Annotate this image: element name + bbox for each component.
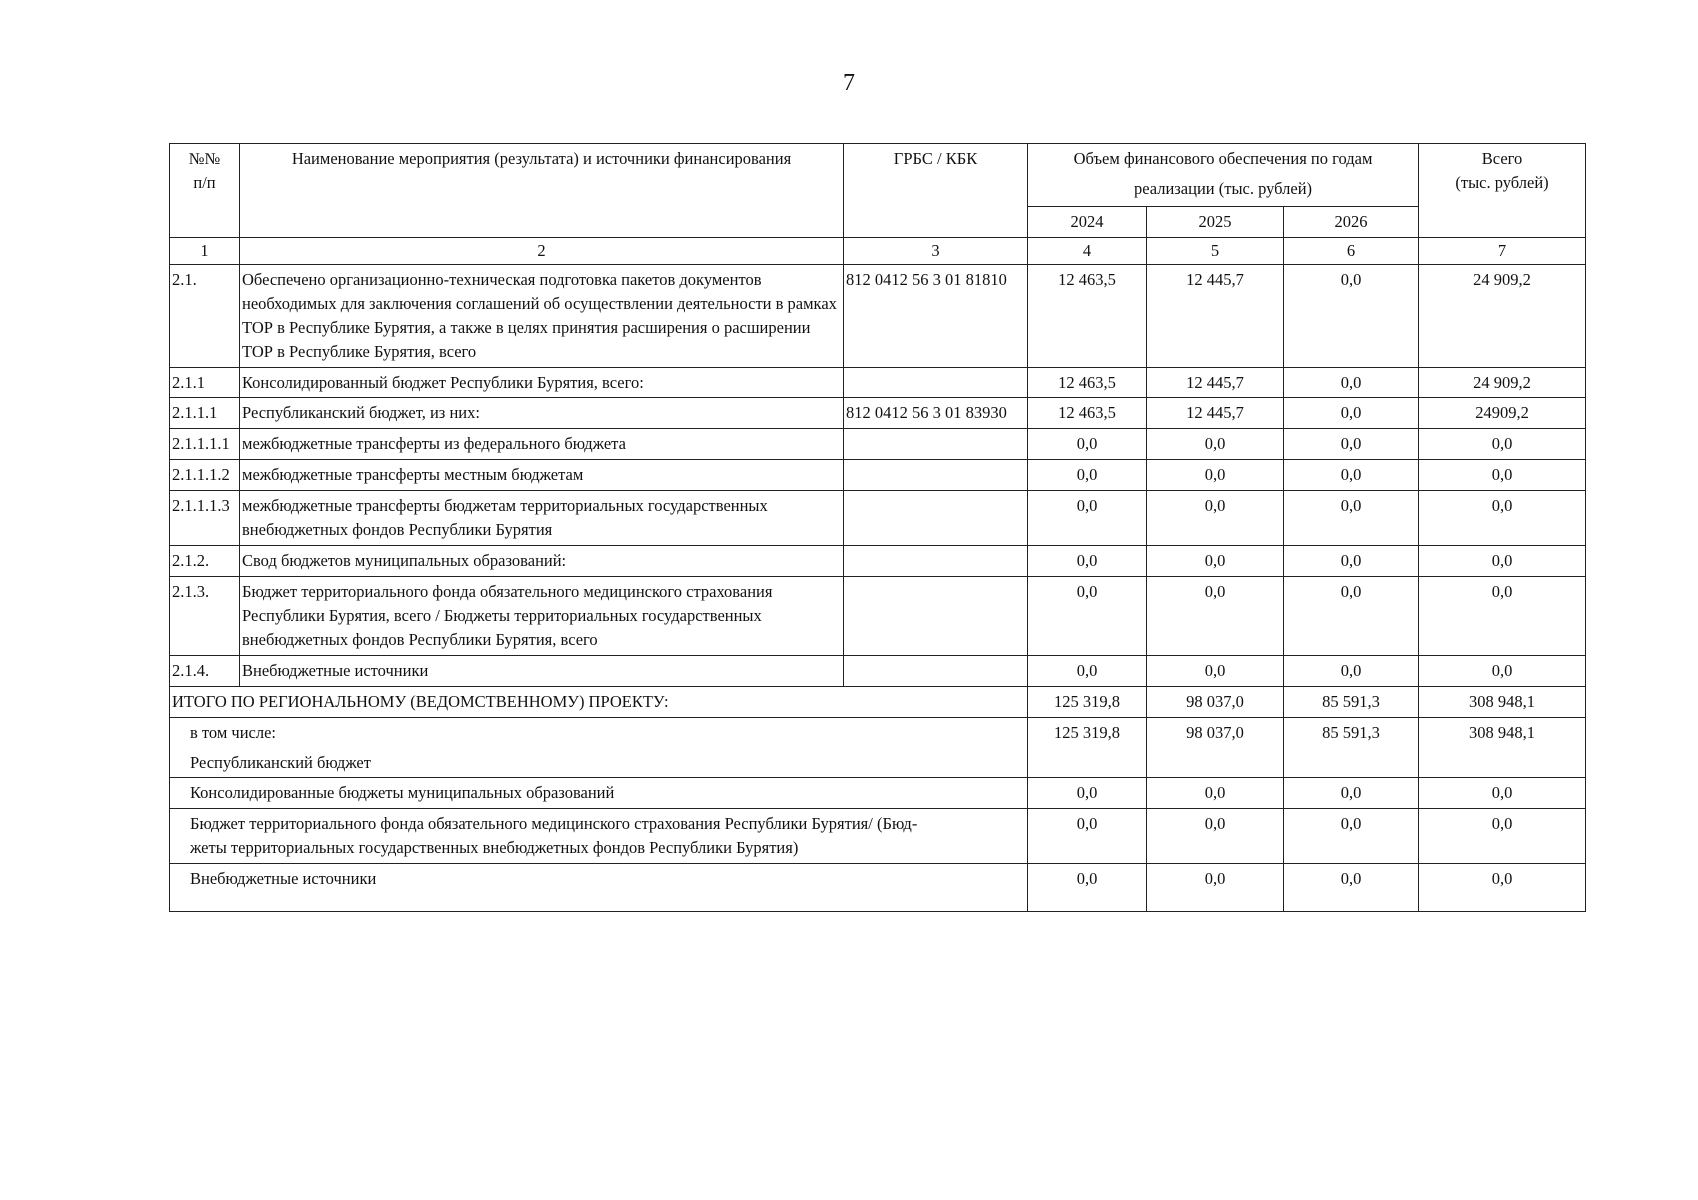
grand-total-row (170, 686, 1586, 717)
row-value-2024: 12 463,5 (1028, 367, 1147, 398)
row-value-2024: 0,0 (1028, 576, 1147, 655)
page-number: 7 (843, 70, 855, 96)
row-value-2024: 12 463,5 (1028, 398, 1147, 429)
header-col-no-line1: №№ (188, 149, 221, 168)
column-number: 2 (240, 237, 844, 264)
row-number: 2.1.1.1.1 (170, 429, 240, 460)
breakdown-value-2025: 0,0 (1147, 809, 1284, 864)
breakdown-label-line1: Бюджет территориального фонда обязательного медицинского страхования Республики Бурятия/ (Бюд- (190, 814, 918, 834)
row-code (844, 491, 1028, 546)
table-row (170, 576, 1586, 655)
column-number: 7 (1419, 237, 1586, 264)
row-value-total: 24 909,2 (1419, 264, 1586, 367)
breakdown-value-2024: 0,0 (1028, 864, 1147, 912)
breakdown-label-line1: в том числе: (190, 722, 277, 742)
budget-table (169, 143, 1586, 912)
row-value-2026: 0,0 (1284, 367, 1419, 398)
row-number: 2.1. (170, 264, 240, 367)
row-number: 2.1.1.1 (170, 398, 240, 429)
row-name: Консолидированный бюджет Республики Бурятия, всего: (240, 367, 844, 398)
table-row (170, 264, 1586, 367)
row-value-total: 24 909,2 (1419, 367, 1586, 398)
row-code: 812 0412 56 3 01 83930 (844, 398, 1028, 429)
header-col-volume-line2: реализации (тыс. рублей) (1133, 178, 1313, 198)
breakdown-row (170, 809, 1586, 864)
row-value-2026: 0,0 (1284, 546, 1419, 577)
column-number-row (170, 237, 1586, 264)
column-number: 1 (170, 237, 240, 264)
row-name: Бюджет территориального фонда обязательного медицинского страхования Республики Бурятия, всего / Бюджеты территориальных государственных внебюджетных фондов Республики Бурятия, всего (240, 576, 844, 655)
row-value-2024: 0,0 (1028, 546, 1147, 577)
breakdown-value-total: 0,0 (1419, 778, 1586, 809)
table-row (170, 546, 1586, 577)
header-col-code: ГРБС / КБК (844, 144, 1028, 238)
row-value-total: 24909,2 (1419, 398, 1586, 429)
row-code (844, 546, 1028, 577)
grand-total-2024: 125 319,8 (1028, 686, 1147, 717)
breakdown-value-2024: 125 319,8 (1028, 717, 1147, 778)
row-code: 812 0412 56 3 01 81810 (844, 264, 1028, 367)
row-name: межбюджетные трансферты из федерального бюджета (240, 429, 844, 460)
header-year-2024: 2024 (1028, 207, 1147, 238)
breakdown-value-2026: 85 591,3 (1284, 717, 1419, 778)
row-name: Республиканский бюджет, из них: (240, 398, 844, 429)
row-number: 2.1.1.1.2 (170, 460, 240, 491)
row-value-2024: 12 463,5 (1028, 264, 1147, 367)
table-row (170, 367, 1586, 398)
breakdown-label-line2: жеты территориальных государственных внебюджетных фондов Республики Бурятия) (190, 838, 799, 858)
header-col-name: Наименование мероприятия (результата) и источники финансирования (240, 144, 844, 238)
row-value-2025: 12 445,7 (1147, 264, 1284, 367)
row-name: межбюджетные трансферты бюджетам территориальных государственных внебюджетных фондов Республики Бурятия (240, 491, 844, 546)
row-value-2024: 0,0 (1028, 460, 1147, 491)
row-value-2026: 0,0 (1284, 264, 1419, 367)
row-value-2026: 0,0 (1284, 460, 1419, 491)
grand-total-2026: 85 591,3 (1284, 686, 1419, 717)
header-col-volume (1028, 144, 1419, 207)
breakdown-value-2024: 0,0 (1028, 809, 1147, 864)
breakdown-label-line1: Внебюджетные источники (190, 869, 377, 889)
row-value-total: 0,0 (1419, 491, 1586, 546)
header-col-total-line1: Всего (1481, 149, 1523, 168)
header-col-volume-line1: Объем финансового обеспечения по годам (1073, 149, 1373, 168)
breakdown-value-2026: 0,0 (1284, 864, 1419, 912)
breakdown-row (170, 778, 1586, 809)
breakdown-value-total: 0,0 (1419, 864, 1586, 912)
row-value-2024: 0,0 (1028, 429, 1147, 460)
row-value-total: 0,0 (1419, 460, 1586, 491)
row-number: 2.1.2. (170, 546, 240, 577)
table-row (170, 429, 1586, 460)
row-number: 2.1.4. (170, 655, 240, 686)
header-col-no-line2: п/п (193, 172, 216, 192)
header-year-2026: 2026 (1284, 207, 1419, 238)
breakdown-value-2024: 0,0 (1028, 778, 1147, 809)
breakdown-row (170, 864, 1586, 912)
row-value-2026: 0,0 (1284, 398, 1419, 429)
row-name: Обеспечено организационно-техническая подготовка пакетов документов необходимых для заключения соглашений об осуществлении деятельности в рамках ТОР в Республике Бурятия, а также в целях принятия расширения о расширении ТОР в Республике Бурятия, всего (240, 264, 844, 367)
row-value-2026: 0,0 (1284, 491, 1419, 546)
row-value-2025: 12 445,7 (1147, 398, 1284, 429)
row-value-2025: 0,0 (1147, 460, 1284, 491)
breakdown-value-2025: 98 037,0 (1147, 717, 1284, 778)
row-value-2025: 0,0 (1147, 576, 1284, 655)
row-value-2026: 0,0 (1284, 429, 1419, 460)
row-value-2024: 0,0 (1028, 655, 1147, 686)
row-value-2025: 0,0 (1147, 546, 1284, 577)
header-col-no (170, 144, 240, 238)
table-row (170, 491, 1586, 546)
row-value-2025: 0,0 (1147, 491, 1284, 546)
row-value-2026: 0,0 (1284, 576, 1419, 655)
breakdown-value-2025: 0,0 (1147, 864, 1284, 912)
row-value-2025: 0,0 (1147, 429, 1284, 460)
column-number: 6 (1284, 237, 1419, 264)
row-value-2025: 12 445,7 (1147, 367, 1284, 398)
breakdown-value-2026: 0,0 (1284, 809, 1419, 864)
grand-total-2025: 98 037,0 (1147, 686, 1284, 717)
header-col-total (1419, 144, 1586, 238)
row-value-total: 0,0 (1419, 576, 1586, 655)
breakdown-label (170, 717, 1028, 778)
table-row (170, 655, 1586, 686)
row-number: 2.1.1.1.3 (170, 491, 240, 546)
row-code (844, 429, 1028, 460)
row-value-2024: 0,0 (1028, 491, 1147, 546)
grand-total-sum: 308 948,1 (1419, 686, 1586, 717)
row-value-total: 0,0 (1419, 546, 1586, 577)
column-number: 4 (1028, 237, 1147, 264)
row-value-2025: 0,0 (1147, 655, 1284, 686)
breakdown-label-line2: Республиканский бюджет (190, 752, 371, 772)
row-number: 2.1.3. (170, 576, 240, 655)
row-value-total: 0,0 (1419, 655, 1586, 686)
row-number: 2.1.1 (170, 367, 240, 398)
breakdown-value-total: 308 948,1 (1419, 717, 1586, 778)
breakdown-label (170, 809, 1028, 864)
row-code (844, 576, 1028, 655)
row-name: Свод бюджетов муниципальных образований: (240, 546, 844, 577)
row-value-total: 0,0 (1419, 429, 1586, 460)
header-year-2025: 2025 (1147, 207, 1284, 238)
breakdown-label-line1: Консолидированные бюджеты муниципальных образований (190, 783, 615, 803)
row-name: межбюджетные трансферты местным бюджетам (240, 460, 844, 491)
breakdown-label (170, 864, 1028, 912)
breakdown-value-2025: 0,0 (1147, 778, 1284, 809)
header-col-total-line2: (тыс. рублей) (1455, 172, 1549, 192)
table-row (170, 398, 1586, 429)
row-name: Внебюджетные источники (240, 655, 844, 686)
breakdown-row (170, 717, 1586, 778)
row-code (844, 655, 1028, 686)
breakdown-label (170, 778, 1028, 809)
column-number: 3 (844, 237, 1028, 264)
breakdown-value-2026: 0,0 (1284, 778, 1419, 809)
column-number: 5 (1147, 237, 1284, 264)
table-row (170, 460, 1586, 491)
breakdown-value-total: 0,0 (1419, 809, 1586, 864)
grand-total-label: ИТОГО ПО РЕГИОНАЛЬНОМУ (ВЕДОМСТВЕННОМУ) ПРОЕКТУ: (170, 686, 1028, 717)
row-code (844, 460, 1028, 491)
row-value-2026: 0,0 (1284, 655, 1419, 686)
row-code (844, 367, 1028, 398)
